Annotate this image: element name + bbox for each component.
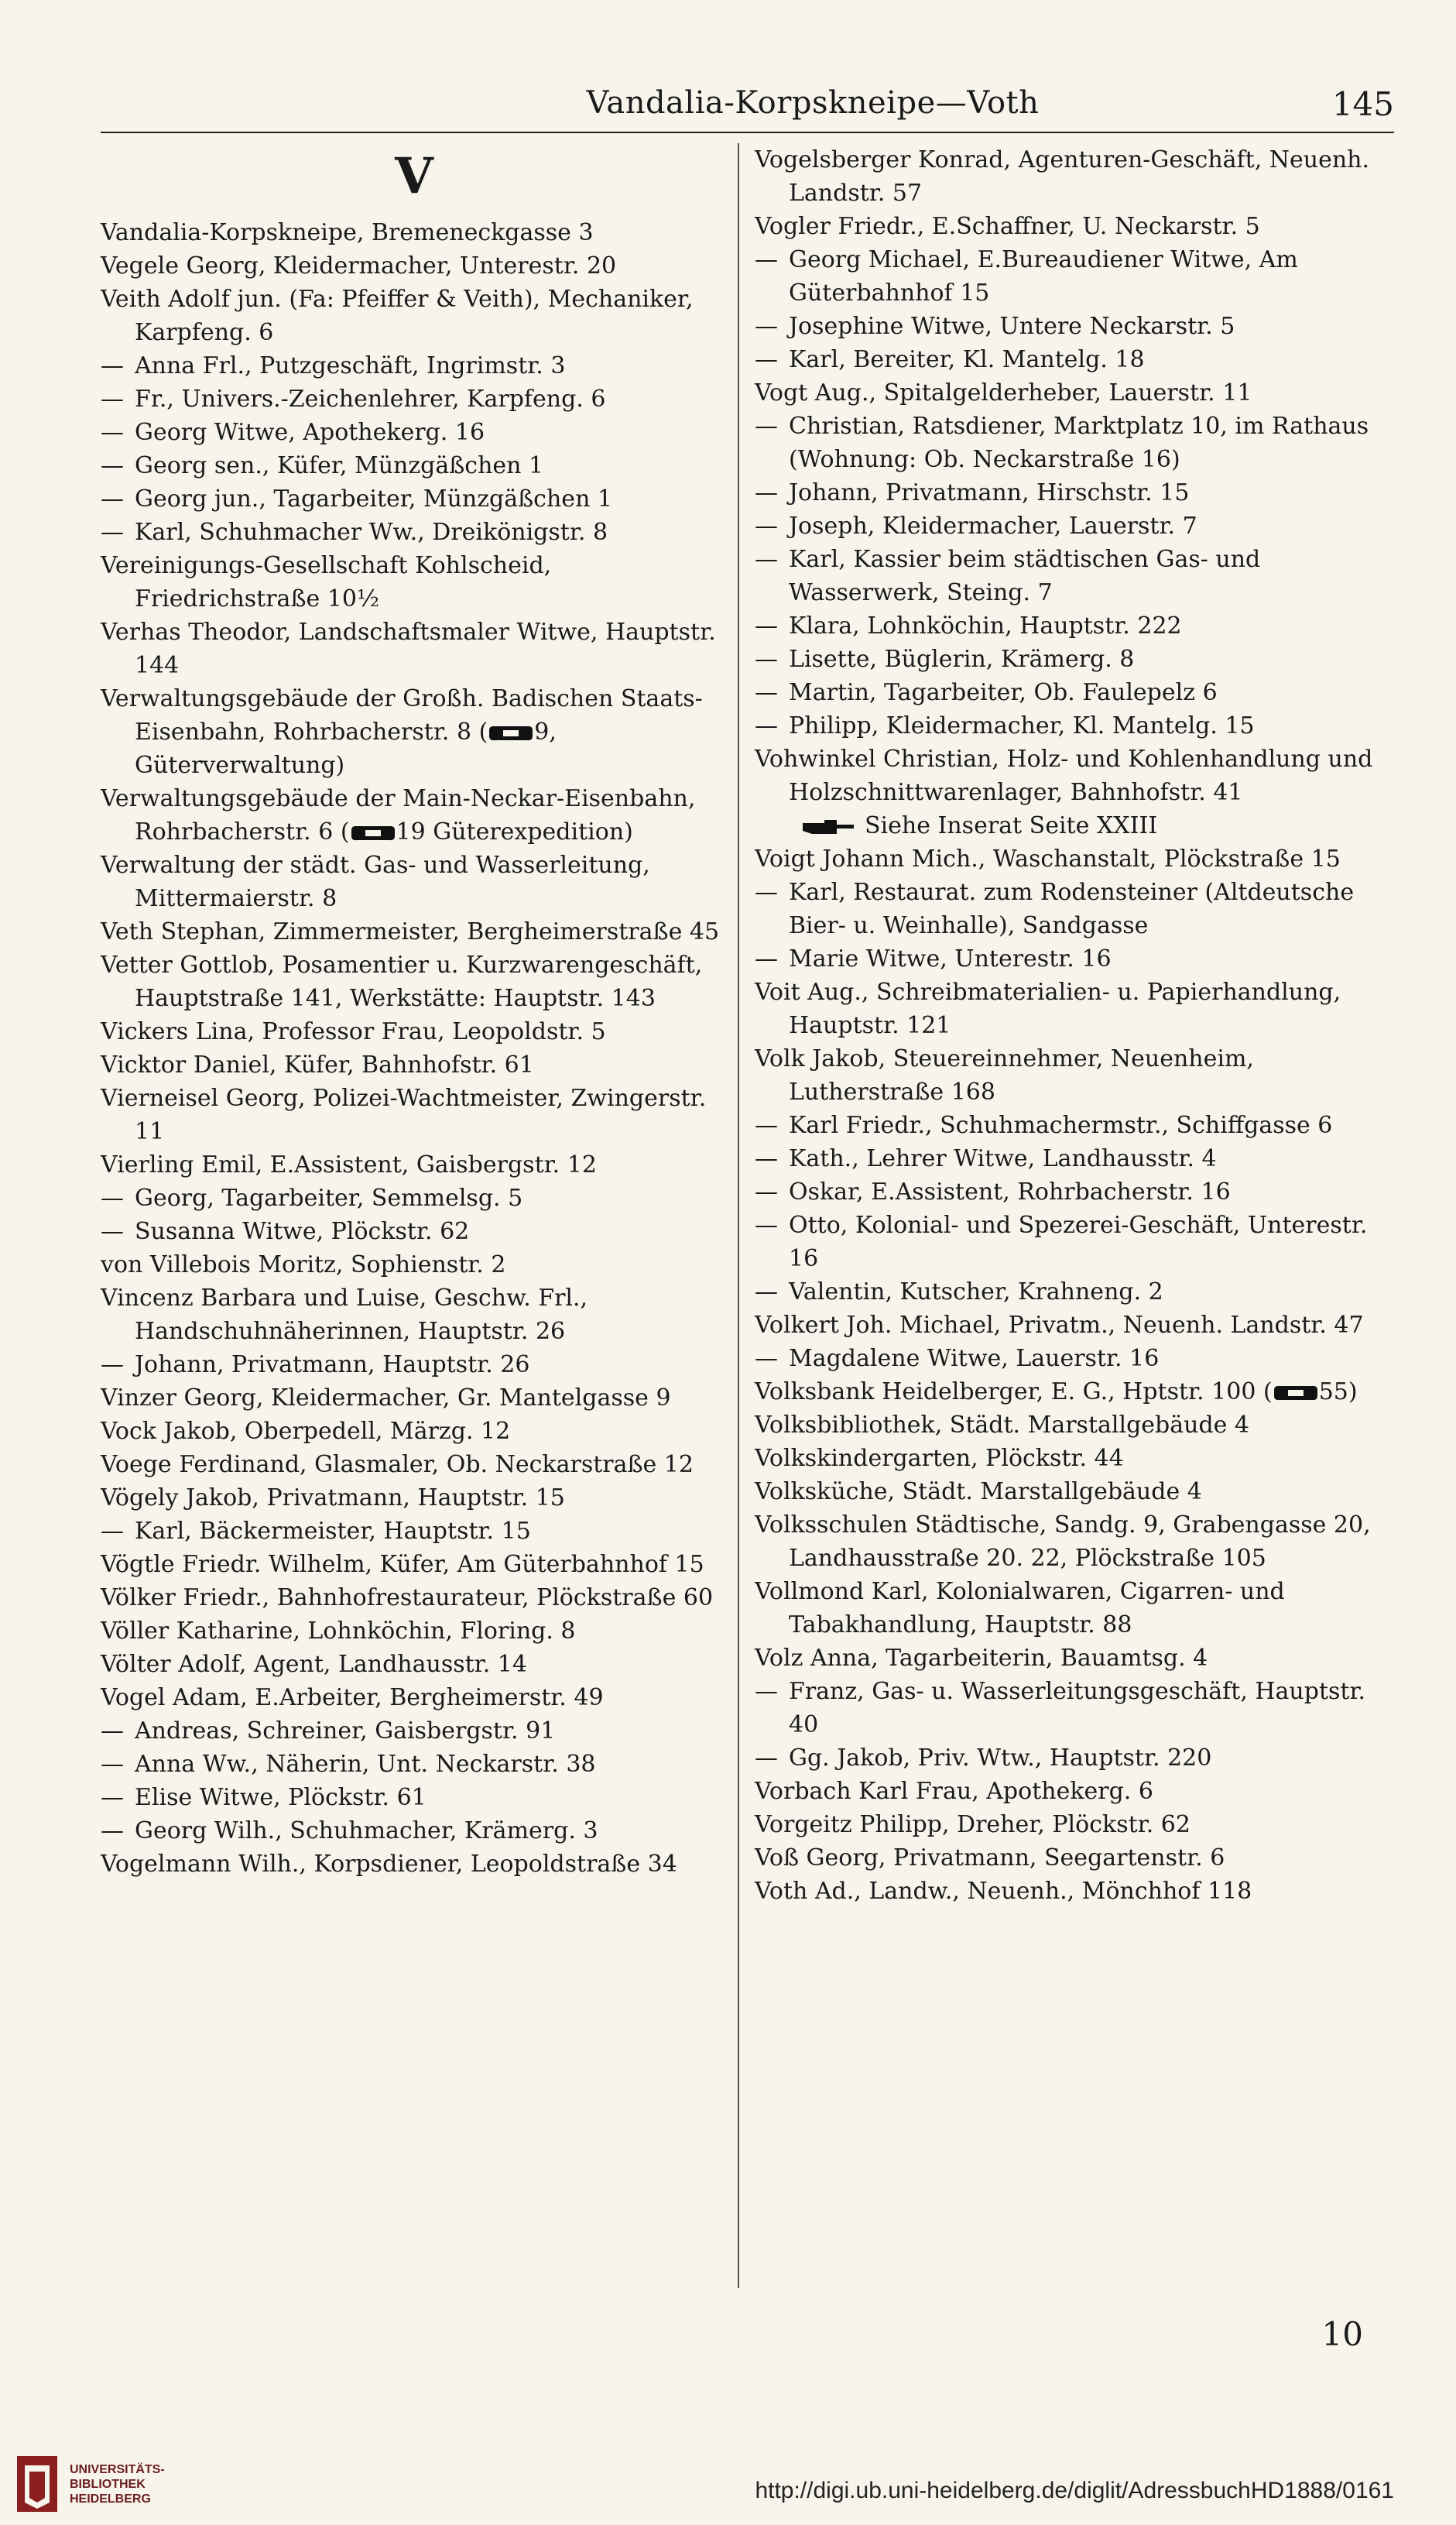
- ditto-dash: —: [101, 519, 124, 546]
- directory-entry: [101, 1048, 728, 1082]
- entry-text: Vincenz Barbara und Luise, Geschw. Frl., Handschuhnäherinnen, Hauptstr. 26: [101, 1285, 588, 1345]
- directory-entry: [755, 1342, 1382, 1375]
- ditto-dash: —: [101, 1717, 124, 1745]
- entry-text: Völker Friedr., Bahnhofrestaurateur, Plöckstraße 60: [101, 1584, 714, 1611]
- entry-text: Vickers Lina, Professor Frau, Leopoldstr. 5: [101, 1018, 606, 1045]
- directory-entry: [101, 216, 728, 249]
- directory-entry: [101, 516, 728, 549]
- directory-entry: [755, 543, 1382, 609]
- ditto-dash: —: [755, 712, 778, 739]
- entry-text: Georg jun., Tagarbeiter, Münzgäßchen 1: [135, 485, 613, 513]
- entry-text: Joseph, Kleidermacher, Lauerstr. 7: [789, 513, 1197, 540]
- directory-entry: [755, 410, 1382, 476]
- column-divider: [738, 143, 739, 2288]
- entry-text: Voth Ad., Landw., Neuenh., Mönchhof 118: [755, 1878, 1252, 1905]
- directory-entry: [101, 1548, 728, 1581]
- entry-text: Vicktor Daniel, Küfer, Bahnhofstr. 61: [101, 1052, 534, 1079]
- ditto-dash: —: [755, 546, 778, 573]
- source-url[interactable]: http://digi.ub.uni-heidelberg.de/diglit/AdressbuchHD1888/0161: [755, 2478, 1394, 2503]
- ditto-dash: —: [101, 1518, 124, 1545]
- entry-text: Verwaltung der städt. Gas- und Wasserleitung, Mittermaierstr. 8: [101, 852, 650, 912]
- entry-text: Verhas Theodor, Landschaftsmaler Witwe, Hauptstr. 144: [101, 619, 716, 679]
- page-header: [101, 85, 1394, 133]
- entry-text: Volkskindergarten, Plöckstr. 44: [755, 1445, 1124, 1472]
- entry-text: Vierling Emil, E.Assistent, Gaisbergstr. 12: [101, 1151, 597, 1178]
- directory-entry: [755, 1175, 1382, 1209]
- entry-text: Verwaltungsgebäude der Großh. Badischen Staats-Eisenbahn, Rohrbacherstr. 8: [101, 685, 703, 746]
- ditto-dash: —: [755, 1745, 778, 1772]
- directory-entry: [101, 1814, 728, 1847]
- ditto-dash: —: [101, 1817, 124, 1844]
- directory-entry: [755, 1408, 1382, 1442]
- directory-entry: [101, 1215, 728, 1248]
- ditto-dash: —: [755, 1278, 778, 1305]
- entry-text: Oskar, E.Assistent, Rohrbacherstr. 16: [789, 1178, 1231, 1206]
- entry-text: Marie Witwe, Unterestr. 16: [789, 945, 1112, 973]
- directory-entry: [755, 509, 1382, 543]
- entry-text: Vögtle Friedr. Wilhelm, Küfer, Am Güterbahnhof 15: [101, 1551, 704, 1578]
- ditto-dash: —: [755, 612, 778, 640]
- entry-text: Johann, Privatmann, Hauptstr. 26: [135, 1351, 530, 1378]
- ditto-dash: —: [755, 313, 778, 340]
- ditto-dash: —: [101, 452, 124, 479]
- ditto-dash: —: [101, 1185, 124, 1212]
- entry-text: Völler Katharine, Lohnköchin, Floring. 8: [101, 1618, 576, 1645]
- directory-entry: [755, 1875, 1382, 1908]
- directory-entry: [755, 1109, 1382, 1142]
- phone-reference: 9, Güterverwaltung): [135, 719, 557, 779]
- directory-entry: [101, 1082, 728, 1148]
- directory-entry: [101, 1681, 728, 1714]
- directory-entry: [755, 1741, 1382, 1775]
- entry-text: Vock Jakob, Oberpedell, Märzg. 12: [101, 1418, 511, 1445]
- entry-text: Vierneisel Georg, Polizei-Wachtmeister, Zwingerstr. 11: [101, 1085, 707, 1145]
- directory-entry: [101, 1281, 728, 1348]
- directory-entry: [101, 1581, 728, 1614]
- entry-text: Karl, Bäckermeister, Hauptstr. 15: [135, 1518, 531, 1545]
- directory-entry: [755, 643, 1382, 676]
- entry-text: Klara, Lohnköchin, Hauptstr. 222: [789, 612, 1182, 640]
- entry-text: Vollmond Karl, Kolonialwaren, Cigarren- und Tabakhandlung, Hauptstr. 88: [755, 1578, 1285, 1638]
- directory-entry: [101, 915, 728, 949]
- directory-entry: [101, 1381, 728, 1415]
- entry-text: Volkert Joh. Michael, Privatm., Neuenh. Landstr. 47: [755, 1312, 1364, 1339]
- entry-text: Vogelsberger Konrad, Agenturen-Geschäft, Neuenh. Landstr. 57: [755, 146, 1370, 207]
- right-column: [755, 143, 1382, 1908]
- entry-text: Karl, Schuhmacher Ww., Dreikönigstr. 8: [135, 519, 608, 546]
- entry-text: Kath., Lehrer Witwe, Landhausstr. 4: [789, 1145, 1217, 1172]
- entry-text: Vogel Adam, E.Arbeiter, Bergheimerstr. 49: [101, 1684, 604, 1711]
- sheet-number: 10: [1321, 2315, 1363, 2353]
- ditto-dash: —: [101, 1351, 124, 1378]
- ditto-dash: —: [755, 879, 778, 906]
- entry-text: Lisette, Büglerin, Krämerg. 8: [789, 646, 1135, 673]
- ditto-dash: —: [755, 945, 778, 973]
- entry-text: Martin, Tagarbeiter, Ob. Faulepelz 6: [789, 679, 1218, 706]
- directory-entry: [755, 476, 1382, 509]
- ditto-dash: —: [755, 1678, 778, 1705]
- directory-entry: [755, 210, 1382, 243]
- directory-entry: [755, 1841, 1382, 1875]
- directory-entry: [755, 1375, 1382, 1408]
- directory-entry: [101, 283, 728, 349]
- entry-text: Georg sen., Küfer, Münzgäßchen 1: [135, 452, 544, 479]
- entry-text: Völter Adolf, Agent, Landhausstr. 14: [101, 1651, 527, 1678]
- ditto-dash: —: [101, 352, 124, 379]
- entry-text: Vorbach Karl Frau, Apothekerg. 6: [755, 1778, 1153, 1805]
- library-name: [70, 2462, 165, 2506]
- directory-entry: [101, 1415, 728, 1448]
- entry-text: Anna Frl., Putzgeschäft, Ingrimstr. 3: [135, 352, 566, 379]
- directory-entry: [101, 782, 728, 849]
- ditto-dash: —: [101, 386, 124, 413]
- directory-entry: [755, 376, 1382, 410]
- entry-text: Volk Jakob, Steuereinnehmer, Neuenheim, Lutherstraße 168: [755, 1045, 1254, 1106]
- telephone-icon: [350, 824, 396, 842]
- pointing-hand-icon: [801, 817, 855, 837]
- directory-entry: [101, 1614, 728, 1648]
- section-letter: V: [395, 147, 433, 205]
- directory-entry: [755, 976, 1382, 1042]
- entry-text: Susanna Witwe, Plöckstr. 62: [135, 1218, 470, 1245]
- phone-reference: 55): [1318, 1378, 1358, 1405]
- entry-text: Volksschulen Städtische, Sandg. 9, Grabengasse 20, Landhausstraße 20. 22, Plöckstraße 105: [755, 1511, 1371, 1572]
- entry-text: Philipp, Kleidermacher, Kl. Mantelg. 15: [789, 712, 1255, 739]
- directory-entry: [101, 682, 728, 782]
- ditto-dash: —: [755, 1178, 778, 1206]
- directory-entry: [101, 849, 728, 915]
- directory-entry: [101, 1448, 728, 1481]
- entry-text: Volksbibliothek, Städt. Marstallgebäude 4: [755, 1412, 1250, 1439]
- entry-text: Karl, Restaurat. zum Rodensteiner (Altdeutsche Bier- u. Weinhalle), Sandgasse: [789, 879, 1355, 939]
- directory-entry: [101, 1148, 728, 1182]
- page-number: 145: [1331, 85, 1394, 123]
- telephone-icon: [1273, 1384, 1319, 1402]
- ditto-dash: —: [755, 1345, 778, 1372]
- entry-text: von Villebois Moritz, Sophienstr. 2: [101, 1251, 506, 1278]
- ditto-dash: —: [755, 1145, 778, 1172]
- directory-entry: [101, 449, 728, 482]
- entry-text: Vetter Gottlob, Posamentier u. Kurzwarengeschäft, Hauptstraße 141, Werkstätte: Hauptstr. 143: [101, 952, 703, 1012]
- left-column: [101, 143, 728, 1881]
- directory-entry: [755, 709, 1382, 743]
- directory-entry: [101, 1015, 728, 1048]
- ditto-dash: —: [101, 419, 124, 446]
- entry-text: Vogler Friedr., E.Schaffner, U. Neckarstr. 5: [755, 213, 1260, 240]
- directory-entry: [755, 942, 1382, 976]
- directory-entry: [755, 876, 1382, 942]
- directory-entry: [755, 609, 1382, 643]
- directory-entry: [755, 1275, 1382, 1309]
- directory-entry: [755, 343, 1382, 376]
- ditto-dash: —: [101, 1784, 124, 1811]
- directory-entry: [755, 1575, 1382, 1642]
- directory-entry: [755, 310, 1382, 343]
- directory-entry: [755, 1442, 1382, 1475]
- entry-text: Elise Witwe, Plöckstr. 61: [135, 1784, 427, 1811]
- ditto-dash: —: [755, 479, 778, 506]
- entry-text: Franz, Gas- u. Wasserleitungsgeschäft, Hauptstr. 40: [789, 1678, 1366, 1738]
- directory-entry: [101, 1648, 728, 1681]
- entry-text: Vinzer Georg, Kleidermacher, Gr. Mantelgasse 9: [101, 1384, 671, 1412]
- entry-text: Fr., Univers.-Zeichenlehrer, Karpfeng. 6: [135, 386, 606, 413]
- directory-columns: [101, 143, 1394, 2296]
- directory-entry: [101, 1515, 728, 1548]
- entry-text: Valentin, Kutscher, Krahneng. 2: [789, 1278, 1163, 1305]
- library-logo: [15, 2455, 217, 2516]
- directory-entry: [101, 1248, 728, 1281]
- directory-entry: [101, 1348, 728, 1381]
- entry-text: Volksbank Heidelberger, E. G., Hptstr. 100: [755, 1378, 1256, 1405]
- phone-reference: 19 Güterexpedition): [396, 818, 633, 846]
- directory-entry: [101, 616, 728, 682]
- directory-entry: [101, 416, 728, 449]
- telephone-icon: [488, 724, 534, 743]
- logo-line-1: UNIVERSITÄTS-: [70, 2463, 165, 2476]
- paren: (: [1256, 1378, 1273, 1405]
- directory-entry: [755, 1475, 1382, 1508]
- entry-text: Christian, Ratsdiener, Marktplatz 10, im Rathaus (Wohnung: Ob. Neckarstraße 16): [789, 413, 1369, 473]
- entry-text: Voß Georg, Privatmann, Seegartenstr. 6: [755, 1844, 1225, 1871]
- footer: [0, 2439, 1456, 2525]
- ditto-dash: —: [755, 246, 778, 273]
- entry-text: Voit Aug., Schreibmaterialien- u. Papierhandlung, Hauptstr. 121: [755, 979, 1341, 1039]
- ditto-dash: —: [101, 485, 124, 513]
- entry-text: Volz Anna, Tagarbeiterin, Bauamtsg. 4: [755, 1645, 1208, 1672]
- directory-entry: [755, 1209, 1382, 1275]
- entry-text: Georg Witwe, Apothekerg. 16: [135, 419, 485, 446]
- directory-entry: [101, 1748, 728, 1781]
- ditto-dash: —: [755, 1112, 778, 1139]
- ditto-dash: —: [755, 413, 778, 440]
- entry-text: Gg. Jakob, Priv. Wtw., Hauptstr. 220: [789, 1745, 1212, 1772]
- entry-text: Andreas, Schreiner, Gaisbergstr. 91: [135, 1717, 556, 1745]
- entry-text: Karl Friedr., Schuhmachermstr., Schiffgasse 6: [789, 1112, 1333, 1139]
- directory-entry: [755, 1309, 1382, 1342]
- entry-text: Veith Adolf jun. (Fa: Pfeiffer & Veith), Mechaniker, Karpfeng. 6: [101, 286, 694, 346]
- ditto-dash: —: [101, 1218, 124, 1245]
- ditto-dash: —: [101, 1751, 124, 1778]
- ditto-dash: —: [755, 1212, 778, 1239]
- directory-entry: [101, 1182, 728, 1215]
- entry-text: Josephine Witwe, Untere Neckarstr. 5: [789, 313, 1235, 340]
- entry-text: Magdalene Witwe, Lauerstr. 16: [789, 1345, 1160, 1372]
- directory-entry: [755, 809, 1382, 842]
- directory-entry: [755, 1508, 1382, 1575]
- directory-entry: [101, 383, 728, 416]
- directory-entry: [755, 243, 1382, 310]
- entry-text: Vegele Georg, Kleidermacher, Unterestr. 20: [101, 252, 617, 280]
- entry-text: Vohwinkel Christian, Holz- und Kohlenhandlung und Holzschnittwarenlager, Bahnhofstr. 41: [755, 746, 1373, 806]
- entry-text: Anna Ww., Näherin, Unt. Neckarstr. 38: [135, 1751, 596, 1778]
- entry-text: Georg Michael, E.Bureaudiener Witwe, Am Güterbahnhof 15: [789, 246, 1298, 307]
- entry-text: Voege Ferdinand, Glasmaler, Ob. Neckarstraße 12: [101, 1451, 694, 1478]
- paren: (: [333, 818, 350, 846]
- directory-entry: [755, 1775, 1382, 1808]
- entry-text: Vögely Jakob, Privatmann, Hauptstr. 15: [101, 1484, 565, 1511]
- directory-entry: [755, 842, 1382, 876]
- ditto-dash: —: [755, 646, 778, 673]
- entry-text: Vorgeitz Philipp, Dreher, Plöckstr. 62: [755, 1811, 1190, 1838]
- directory-entry: [101, 1481, 728, 1515]
- directory-entry: [101, 249, 728, 283]
- entry-text: Volksküche, Städt. Marstallgebäude 4: [755, 1478, 1202, 1505]
- entry-text: Verwaltungsgebäude der Main-Neckar-Eisenbahn, Rohrbacherstr. 6: [101, 785, 696, 846]
- directory-entry: [101, 949, 728, 1015]
- logo-line-3: HEIDELBERG: [70, 2492, 151, 2506]
- directory-entry: [101, 349, 728, 383]
- directory-entry: [755, 143, 1382, 210]
- entry-text: Vogt Aug., Spitalgelderheber, Lauerstr. 11: [755, 379, 1252, 407]
- entry-text: Georg, Tagarbeiter, Semmelsg. 5: [135, 1185, 523, 1212]
- directory-entry: [101, 1781, 728, 1814]
- entry-text: Georg Wilh., Schuhmacher, Krämerg. 3: [135, 1817, 598, 1844]
- running-title: Vandalia-Korpskneipe—Voth: [586, 85, 1040, 121]
- entry-text: Veth Stephan, Zimmermeister, Bergheimerstraße 45: [101, 918, 720, 945]
- directory-entry: [755, 1142, 1382, 1175]
- directory-entry: [755, 1042, 1382, 1109]
- directory-entry: [755, 1642, 1382, 1675]
- entry-text: Johann, Privatmann, Hirschstr. 15: [789, 479, 1190, 506]
- directory-entry: [755, 743, 1382, 809]
- directory-entry: [101, 1847, 728, 1881]
- entry-text: Voigt Johann Mich., Waschanstalt, Plöckstraße 15: [755, 846, 1341, 873]
- directory-entry: [101, 549, 728, 616]
- entry-text: Karl, Kassier beim städtischen Gas- und Wasserwerk, Steing. 7: [789, 546, 1261, 606]
- directory-entry: [755, 1675, 1382, 1741]
- entry-text: Karl, Bereiter, Kl. Mantelg. 18: [789, 346, 1145, 373]
- directory-entry: [755, 1808, 1382, 1841]
- entry-text: Siehe Inserat Seite XXIII: [865, 812, 1158, 839]
- paren: (: [471, 719, 488, 746]
- ditto-dash: —: [755, 346, 778, 373]
- logo-line-2: BIBLIOTHEK: [70, 2478, 146, 2491]
- entry-text: Vereinigungs-Gesellschaft Kohlscheid, Friedrichstraße 10½: [101, 552, 552, 612]
- entry-text: Vogelmann Wilh., Korpsdiener, Leopoldstraße 34: [101, 1851, 677, 1878]
- directory-entry: [101, 482, 728, 516]
- ditto-dash: —: [755, 679, 778, 706]
- directory-entry: [101, 1714, 728, 1748]
- library-seal-icon: [15, 2455, 59, 2513]
- entry-text: Otto, Kolonial- und Spezerei-Geschäft, Unterestr. 16: [789, 1212, 1368, 1272]
- directory-entry: [755, 676, 1382, 709]
- entry-text: Vandalia-Korpskneipe, Bremeneckgasse 3: [101, 219, 594, 246]
- ditto-dash: —: [755, 513, 778, 540]
